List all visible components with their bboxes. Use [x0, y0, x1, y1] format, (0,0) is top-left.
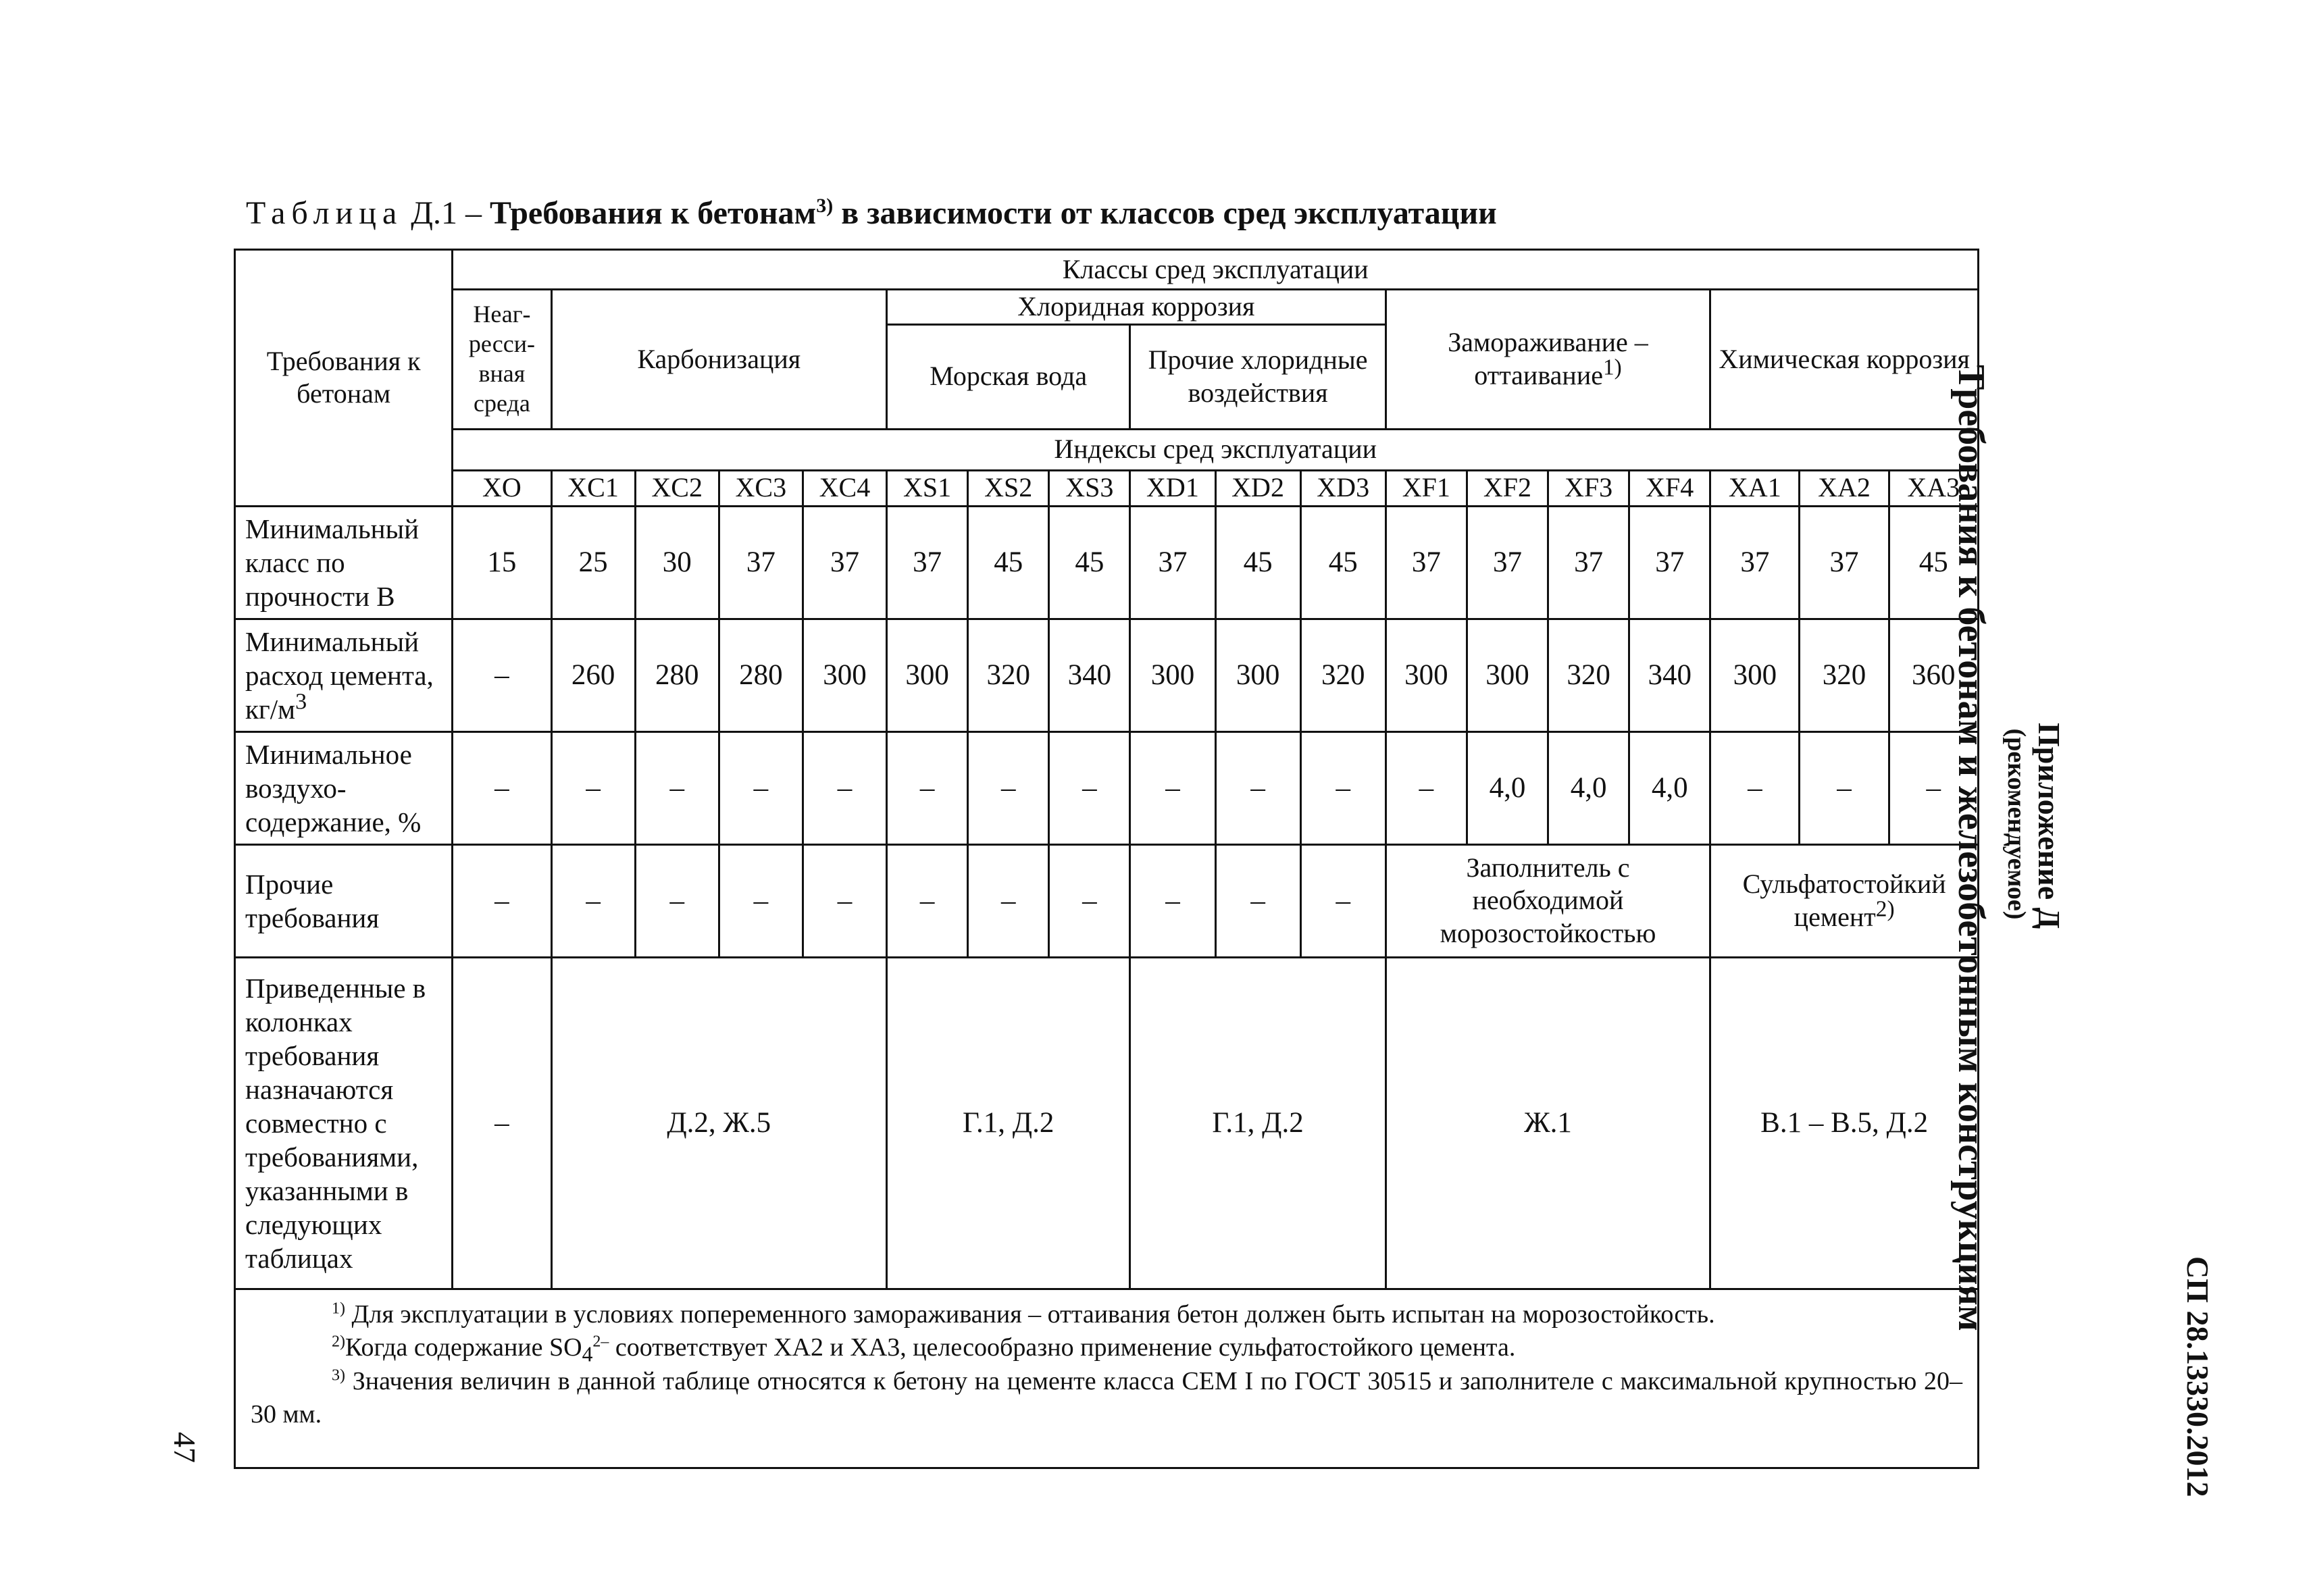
table-cell: 45	[1049, 506, 1130, 619]
page-number: 47	[168, 1432, 202, 1463]
table-cell: –	[968, 731, 1049, 844]
index-code: XS3	[1049, 470, 1130, 506]
table-cell: –	[1215, 844, 1300, 957]
row-label-cement	[235, 619, 453, 731]
footnote-text: Когда содержание SO	[345, 1333, 582, 1362]
table-cell: 37	[887, 506, 968, 619]
table-cell: –	[453, 844, 551, 957]
table-cell: 37	[719, 506, 803, 619]
table-cell: –	[968, 844, 1049, 957]
header-indexes: Индексы сред эксплуатации	[453, 429, 1979, 470]
table-cell: 280	[635, 619, 719, 731]
index-code: XF1	[1386, 470, 1467, 506]
table-cell: –	[887, 844, 968, 957]
table-cell: 300	[1710, 619, 1800, 731]
index-code: XC3	[719, 470, 803, 506]
index-code: XC2	[635, 470, 719, 506]
table-caption	[246, 195, 1497, 232]
applied-sea: Г.1, Д.2	[887, 957, 1130, 1289]
header-other-chloride: Прочие хлоридные воздействия	[1130, 324, 1386, 429]
table-cell: –	[1130, 844, 1215, 957]
table-cell: –	[453, 619, 551, 731]
footnote-text: Значения величин в данной таблице относятся к бетону на цементе класса CEM I по ГОСТ 30515 и заполнителе с максимальной крупностью 20–30 мм.	[251, 1366, 1962, 1428]
table-cell: –	[887, 731, 968, 844]
table-cell: 37	[1386, 506, 1467, 619]
table-cell: 300	[1386, 619, 1467, 731]
header-carbonation: Карбонизация	[551, 290, 887, 430]
table-cell: 360	[1889, 619, 1978, 731]
table-cell: –	[719, 731, 803, 844]
index-code: XA3	[1889, 470, 1978, 506]
header-freeze-thaw-sup: 1)	[1603, 355, 1622, 380]
table-cell: 25	[551, 506, 635, 619]
header-classes: Классы сред эксплуатации	[453, 250, 1979, 290]
table-row	[235, 731, 1979, 844]
footnote-mark: 3)	[332, 1366, 345, 1384]
requirements-table	[234, 249, 1979, 1469]
row-label-applied: Приведенные в колонках требования назначаются совместно с требованиями, указанными в следующих таблицах	[235, 957, 453, 1289]
footnote-mark: 2)	[332, 1333, 345, 1351]
table-cell: 300	[803, 619, 886, 731]
footnote-mark: 1)	[332, 1299, 345, 1318]
footnote	[251, 1365, 1962, 1432]
side-title: Требования к бетонам и железобетонным конструкциям	[1950, 365, 1992, 1331]
table-cell: 45	[1300, 506, 1386, 619]
header-sea-water: Морская вода	[887, 324, 1130, 429]
appendix-label	[1986, 723, 2067, 929]
table-cell: 37	[1800, 506, 1889, 619]
table-cell: –	[803, 844, 886, 957]
table-cell: 15	[453, 506, 551, 619]
caption-title	[490, 195, 1497, 231]
index-code: XA2	[1800, 470, 1889, 506]
table-cell: –	[1215, 731, 1300, 844]
table-cell: 260	[551, 619, 635, 731]
appendix-note: (рекомендуемое)	[2002, 728, 2031, 920]
table-cell: 45	[1889, 506, 1978, 619]
footnote	[251, 1298, 1962, 1331]
table-cell: –	[635, 844, 719, 957]
table-cell: –	[1386, 731, 1467, 844]
index-code: XO	[453, 470, 551, 506]
header-chemical: Химическая коррозия	[1710, 290, 1979, 430]
header-chloride: Хлоридная коррозия	[887, 290, 1386, 325]
table-row	[235, 844, 1979, 957]
table-cell: –	[551, 844, 635, 957]
header-freeze-thaw	[1386, 290, 1710, 430]
table-cell: 300	[1467, 619, 1548, 731]
table-cell: 37	[1130, 506, 1215, 619]
index-code: XD2	[1215, 470, 1300, 506]
table-cell: –	[1889, 731, 1978, 844]
table-cell: 45	[1215, 506, 1300, 619]
table-cell: 340	[1049, 619, 1130, 731]
footnotes	[235, 1289, 1979, 1468]
index-code: XF4	[1629, 470, 1710, 506]
table-cell: –	[1130, 731, 1215, 844]
table-cell: 37	[1467, 506, 1548, 619]
index-code: XS2	[968, 470, 1049, 506]
caption-dash: –	[457, 195, 490, 231]
table-cell: 30	[635, 506, 719, 619]
table-cell: 37	[1548, 506, 1629, 619]
row-label-strength: Минимальный класс по прочности В	[235, 506, 453, 619]
applied-chemical: В.1 – В.5, Д.2	[1710, 957, 1979, 1289]
applied-xo: –	[453, 957, 551, 1289]
row-label-cement-text: Минимальный расход цемента, кг/м	[245, 625, 434, 725]
table-cell: –	[551, 731, 635, 844]
appendix-title: Приложение Д	[2032, 723, 2066, 929]
index-code: XD1	[1130, 470, 1215, 506]
table-cell: 320	[1548, 619, 1629, 731]
table-cell: 320	[968, 619, 1049, 731]
index-code: XF2	[1467, 470, 1548, 506]
table-cell: –	[1300, 731, 1386, 844]
table-cell: 4,0	[1629, 731, 1710, 844]
index-code: XC4	[803, 470, 886, 506]
footnote-sup: 2–	[592, 1333, 609, 1351]
applied-carbonation: Д.2, Ж.5	[551, 957, 887, 1289]
footnote-text: Для эксплуатации в условиях попеременного замораживания – оттаивания бетон должен быть испытан на морозостойкость.	[345, 1299, 1715, 1329]
table-cell: 300	[887, 619, 968, 731]
table-cell: –	[1300, 844, 1386, 957]
index-code: XD3	[1300, 470, 1386, 506]
document-code: СП 28.13330.2012	[2181, 1256, 2215, 1497]
table-cell: 4,0	[1548, 731, 1629, 844]
table-row	[235, 619, 1979, 731]
header-requirements: Требования к бетонам	[235, 250, 453, 507]
table-cell: 37	[1710, 506, 1800, 619]
table-cell: –	[1049, 844, 1130, 957]
table-cell: 280	[719, 619, 803, 731]
table-cell: –	[1049, 731, 1130, 844]
frost-aggregate-cell: Заполнитель с необходимой морозостойкостью	[1386, 844, 1710, 957]
caption-number: Д.1	[411, 195, 458, 231]
header-non-aggressive: Неаг-ресси-вная среда	[453, 290, 551, 430]
table-cell: –	[719, 844, 803, 957]
table-cell: –	[803, 731, 886, 844]
caption-prefix: Таблица	[246, 195, 403, 231]
table-cell: 340	[1629, 619, 1710, 731]
applied-other-chloride: Г.1, Д.2	[1130, 957, 1386, 1289]
row-label-air: Минимальное воздухо-содержание, %	[235, 731, 453, 844]
table-row	[235, 957, 1979, 1289]
table-cell: –	[1710, 731, 1800, 844]
table-cell: 4,0	[1467, 731, 1548, 844]
table-row	[235, 506, 1979, 619]
table-cell: –	[453, 731, 551, 844]
row-label-cement-sup: 3	[295, 689, 307, 715]
table-cell: –	[1800, 731, 1889, 844]
caption-title-tail: в зависимости от классов сред эксплуатации	[833, 195, 1497, 231]
table-cell: 37	[803, 506, 886, 619]
footnote-text: соответствует ХА2 и ХА3, целесообразно применение сульфатостойкого цемента.	[609, 1333, 1516, 1362]
table-cell: –	[635, 731, 719, 844]
index-code: XF3	[1548, 470, 1629, 506]
table-cell: 300	[1215, 619, 1300, 731]
applied-freeze: Ж.1	[1386, 957, 1710, 1289]
notes-row	[235, 1289, 1979, 1468]
table-cell: 300	[1130, 619, 1215, 731]
sulfate-cement-text: Сульфатостойкий цемент	[1742, 869, 1946, 932]
footnote	[251, 1331, 1962, 1364]
index-code: XA1	[1710, 470, 1800, 506]
caption-title-main: Требования к бетонам	[490, 195, 817, 231]
table-cell: 320	[1300, 619, 1386, 731]
index-code: XS1	[887, 470, 968, 506]
sulfate-cement-sup: 2)	[1875, 896, 1895, 922]
index-code: XC1	[551, 470, 635, 506]
table-cell: 37	[1629, 506, 1710, 619]
row-label-other: Прочие требования	[235, 844, 453, 957]
footnote-sub: 4	[582, 1342, 593, 1366]
table-cell: 45	[968, 506, 1049, 619]
caption-title-sup: 3)	[816, 195, 834, 217]
table-cell: 320	[1800, 619, 1889, 731]
header-freeze-thaw-label: Замораживание – оттаивание	[1448, 327, 1648, 390]
